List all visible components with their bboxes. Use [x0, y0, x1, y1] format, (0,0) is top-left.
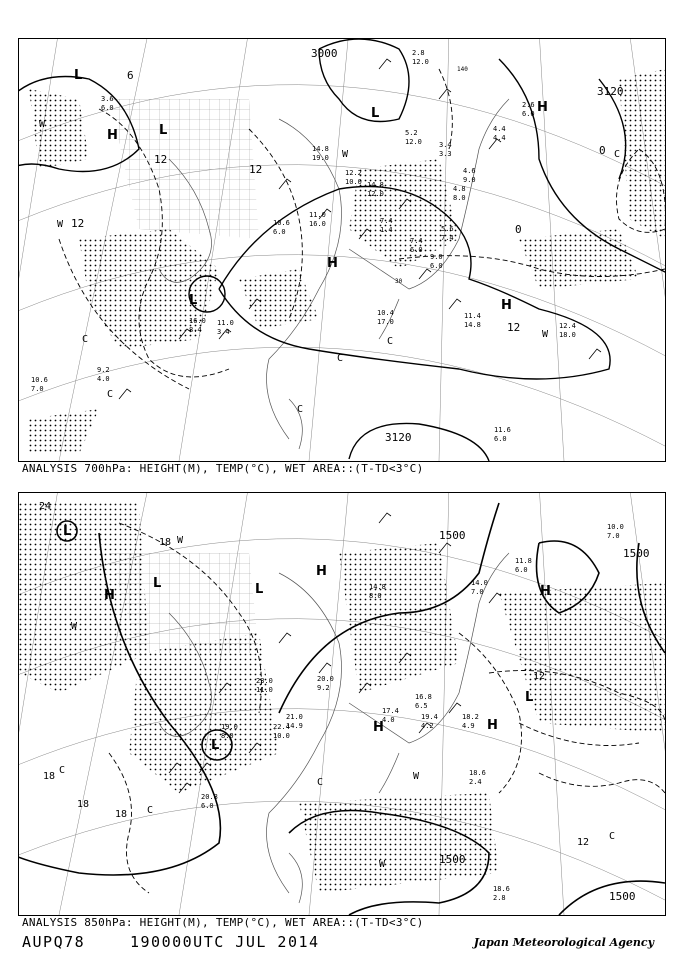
contour-label: 12	[507, 321, 521, 334]
station-value: 8.0	[453, 194, 466, 202]
high-system-label: H	[537, 100, 548, 115]
station-value: 4.8	[453, 185, 466, 193]
station-value: 11.0	[217, 319, 234, 327]
station-value: 17.4	[382, 707, 399, 715]
station-value: 9.0	[430, 253, 443, 261]
station-value: 9.2	[97, 366, 110, 374]
station-value: 22.4	[273, 723, 290, 731]
warm-system-label: W	[379, 859, 386, 870]
station-value: 4.6	[463, 167, 476, 175]
cold-system-label: C	[82, 334, 89, 345]
contour-label: 3120	[597, 85, 624, 98]
chart-850hpa	[18, 492, 666, 916]
high-system-label: H	[107, 128, 118, 143]
station-value: 4.4	[493, 125, 506, 133]
station-value: 14.8	[369, 583, 386, 591]
warm-system-label: W	[71, 621, 78, 632]
station-value: 3.6	[101, 95, 114, 103]
contour-label: 3000	[311, 47, 338, 60]
station-value: 19.0	[221, 723, 238, 731]
station-value: 12.4	[559, 322, 576, 330]
contour-label: 18	[77, 799, 90, 810]
station-value: 8.0	[369, 592, 382, 600]
station-value: 6.5	[415, 702, 428, 710]
high-system-label: H	[540, 584, 551, 599]
station-value: 9.0	[463, 176, 476, 184]
station-value: 12.0	[412, 58, 429, 66]
station-value: 14.8	[464, 321, 481, 329]
chart-700hpa-caption: ANALYSIS 700hPa: HEIGHT(M), TEMP(°C), WET AREA::(T-TD<3°C)	[22, 462, 424, 475]
low-system-label: L	[211, 738, 220, 753]
station-value: 18.6	[493, 885, 510, 893]
station-value: 14.0	[471, 579, 488, 587]
station-value: 12.0	[405, 138, 422, 146]
cold-system-label: C	[387, 336, 394, 347]
warm-system-label: W	[342, 149, 349, 160]
station-value: 9.2	[317, 684, 330, 692]
high-system-label: H	[316, 564, 327, 579]
station-value: 10.6	[273, 219, 290, 227]
station-value: 8.0	[221, 732, 234, 740]
station-value: 14.8	[367, 181, 384, 189]
contour-label: 1500	[439, 853, 466, 866]
bulletin-id: AUPQ78	[22, 933, 86, 951]
station-value: 11.4	[464, 312, 481, 320]
station-value: 6.0	[515, 566, 528, 574]
contour-label: 12	[154, 153, 168, 166]
low-system-label: L	[189, 293, 198, 308]
station-value: 2.4	[469, 778, 482, 786]
high-system-label: H	[104, 588, 115, 603]
station-value: 6.0	[430, 262, 443, 270]
station-value: 21.0	[286, 713, 303, 721]
station-value: 2.6	[522, 101, 535, 109]
station-value: 10.0	[607, 523, 624, 531]
station-value: 20.0	[317, 675, 334, 683]
high-system-label: H	[501, 298, 512, 313]
station-value: 10.0	[273, 732, 290, 740]
station-value: 18.2	[462, 713, 479, 721]
station-value: 16.0	[189, 317, 206, 325]
station-value: 14.8	[312, 145, 329, 153]
station-value: 2.8	[493, 894, 506, 902]
contour-label: 12	[71, 217, 85, 230]
station-value: 8.4	[189, 326, 202, 334]
contour-label: 12	[577, 837, 590, 848]
station-value: 6.0	[410, 246, 423, 254]
station-value: 7.4	[410, 237, 423, 245]
chart-850hpa-canvas	[19, 493, 665, 915]
station-value: 10.6	[31, 376, 48, 384]
contour-label: 18	[115, 809, 128, 820]
contour-label: 1500	[439, 529, 466, 542]
contour-label: 0	[599, 144, 606, 157]
low-system-label: L	[255, 582, 264, 597]
wet-area	[29, 69, 665, 454]
station-value: 5.2	[405, 129, 418, 137]
station-value: 1.4	[380, 226, 393, 234]
cold-system-label: C	[337, 353, 344, 364]
station-value: 4.9	[462, 722, 475, 730]
cold-system-label: C	[147, 805, 154, 816]
station-value: 6.0	[101, 104, 114, 112]
low-system-label: L	[74, 68, 83, 83]
contour-label: 24	[39, 501, 52, 512]
chart-700hpa-canvas	[19, 39, 665, 461]
warm-system-label: W	[57, 219, 64, 230]
low-system-label: L	[63, 524, 72, 539]
station-value: 7.4	[380, 217, 393, 225]
station-value: 4.0	[382, 716, 395, 724]
high-system-label: H	[487, 718, 498, 733]
graticule-label: 140	[457, 66, 468, 73]
station-value: 16.8	[415, 693, 432, 701]
warm-system-label: W	[542, 329, 549, 340]
cold-system-label: C	[297, 404, 304, 415]
station-value: 17.0	[377, 318, 394, 326]
station-value: 7.0	[471, 588, 484, 596]
station-value: 19.0	[312, 154, 329, 162]
station-value: 7.0	[31, 385, 44, 393]
contour-label: 3120	[385, 431, 412, 444]
station-value: 6.0	[494, 435, 507, 443]
station-value: 4.4	[493, 134, 506, 142]
station-value: 2.8	[412, 49, 425, 57]
cold-system-label: C	[59, 765, 66, 776]
low-system-label: L	[153, 576, 162, 591]
station-value: 6.0	[201, 802, 214, 810]
station-value: 11.6	[494, 426, 511, 434]
contour-label: 1500	[623, 547, 650, 560]
station-value: 3.4	[439, 141, 452, 149]
high-system-label: H	[327, 256, 338, 271]
cold-system-label: C	[107, 389, 114, 400]
station-value: 11.0	[309, 211, 326, 219]
station-value: 3.4	[217, 328, 230, 336]
low-system-label: L	[159, 123, 168, 138]
station-value: 12.2	[345, 169, 362, 177]
station-value: 10.0	[345, 178, 362, 186]
station-value: 16.0	[309, 220, 326, 228]
chart-700hpa	[18, 38, 666, 462]
station-value: 7.0	[607, 532, 620, 540]
cold-system-label: C	[609, 831, 616, 842]
warm-system-label: W	[39, 119, 46, 130]
station-value: 23.0	[256, 677, 273, 685]
contour-label: 18	[43, 771, 56, 782]
station-value: 7.4	[441, 234, 454, 242]
chart-850hpa-caption: ANALYSIS 850hPa: HEIGHT(M), TEMP(°C), WET AREA::(T-TD<3°C)	[22, 916, 424, 929]
contour-label: 0	[515, 223, 522, 236]
station-value: 18.6	[469, 769, 486, 777]
station-value: 6.0	[522, 110, 535, 118]
station-value: 12.0	[367, 190, 384, 198]
graticule-label: 30	[395, 278, 403, 285]
station-value: 10.4	[377, 309, 394, 317]
high-system-label: H	[373, 720, 384, 735]
wet-area	[19, 503, 665, 893]
station-value: 4.0	[97, 375, 110, 383]
agency-name: Japan Meteorological Agency	[473, 936, 654, 949]
warm-system-label: W	[413, 771, 420, 782]
station-value: 6.0	[273, 228, 286, 236]
valid-time: 190000UTC JUL 2014	[130, 933, 320, 951]
cold-system-label: C	[317, 777, 324, 788]
warm-system-label: W	[177, 535, 184, 546]
contour-label: 18	[159, 537, 172, 548]
low-system-label: L	[525, 690, 534, 705]
contour-label: 1500	[609, 890, 636, 903]
station-value: 5.6	[441, 225, 454, 233]
station-value: 19.4	[421, 713, 438, 721]
station-value: 20.8	[201, 793, 218, 801]
station-value: 14.9	[286, 722, 303, 730]
station-value: 11.0	[256, 686, 273, 694]
station-value: 3.3	[439, 150, 452, 158]
contour-label: 6	[127, 69, 134, 82]
contour-label: 12	[249, 163, 263, 176]
low-system-label: L	[371, 106, 380, 121]
station-value: 4.2	[421, 722, 434, 730]
contour-label: 12	[533, 671, 546, 682]
cold-system-label: C	[614, 149, 621, 160]
station-value: 11.8	[515, 557, 532, 565]
station-value: 18.0	[559, 331, 576, 339]
